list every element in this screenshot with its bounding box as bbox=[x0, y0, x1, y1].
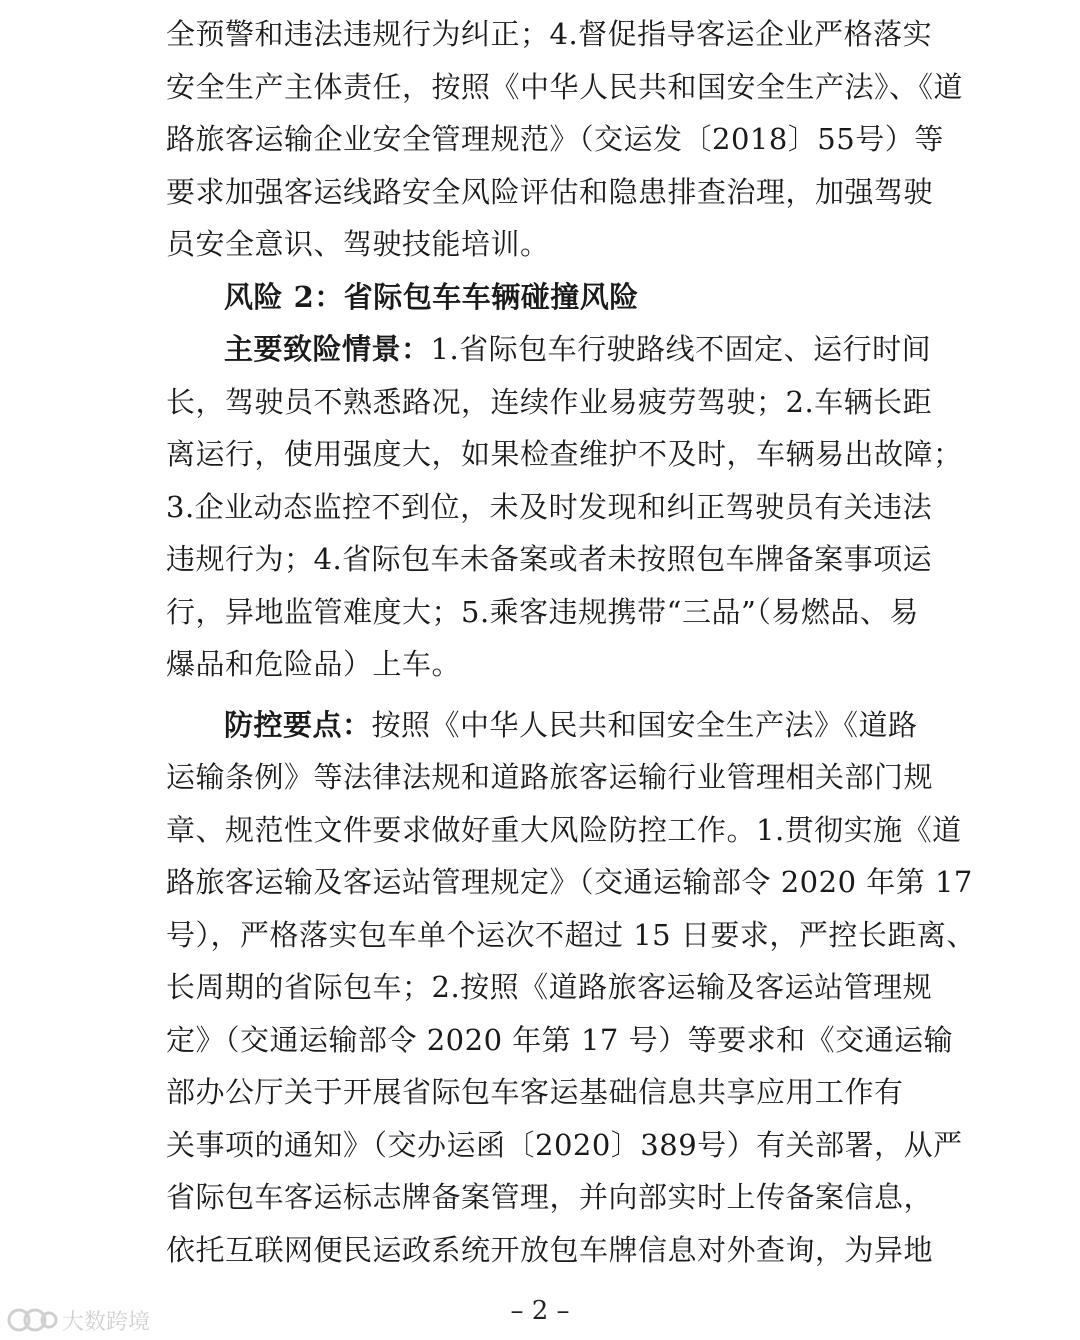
paragraph-label: 防控要点： bbox=[224, 707, 372, 742]
watermark bbox=[6, 1302, 150, 1338]
paragraph-line: 部办公厅关于开展省际包车客运基础信息共享应用工作有 bbox=[166, 1075, 904, 1109]
paragraph-first-line bbox=[166, 699, 918, 752]
paragraph-line: 3.企业动态监控不到位，未及时发现和纠正驾驶员有关违法 bbox=[166, 489, 933, 524]
paragraph-line: 路旅客运输企业安全管理规范》（交运发〔2018〕55号）等 bbox=[166, 122, 944, 156]
paragraph-line: 路旅客运输及客运站管理规定》（交通运输部令 2020 年第 17 bbox=[166, 865, 973, 899]
paragraph-line: 违规行为；4.省际包车未备案或者未按照包车牌备案事项运 bbox=[166, 542, 933, 576]
paragraph-text: 1.省际包车行驶路线不固定、运行时间 bbox=[430, 332, 932, 366]
paragraph-line: 要求加强客运线路安全风险评估和隐患排查治理，加强驾驶 bbox=[166, 174, 934, 209]
document-body bbox=[166, 8, 976, 1276]
paragraph-line: 省际包车客运标志牌备案管理，并向部实时上传备案信息， bbox=[166, 1180, 934, 1214]
page-number: – 2 – bbox=[510, 1296, 570, 1326]
paragraph-first-line bbox=[166, 323, 932, 376]
paragraph-label: 主要致险情景： bbox=[224, 332, 431, 366]
paragraph-line: 依托互联网便民运政系统开放包车牌信息对外查询，为异地 bbox=[166, 1232, 934, 1267]
paragraph-line: 长周期的省际包车；2.按照《道路旅客运输及客运站管理规 bbox=[166, 970, 933, 1004]
paragraph-line: 关事项的通知》（交办运函〔2020〕389号）有关部署，从严 bbox=[166, 1127, 963, 1162]
paragraph-line: 员安全意识、驾驶技能培训。 bbox=[166, 227, 550, 261]
paragraph-line: 运输条例》等法律法规和道路旅客运输行业管理相关部门规 bbox=[166, 760, 934, 794]
paragraph-line: 全预警和违法违规行为纠正；4.督促指导客运企业严格落实 bbox=[166, 17, 933, 51]
paragraph-line: 号），严格落实包车单个运次不超过 15 日要求，严控长距离、 bbox=[166, 917, 976, 952]
paragraph-text: 按照《中华人民共和国安全生产法》《道路 bbox=[371, 707, 918, 742]
paragraph-line: 章、规范性文件要求做好重大风险防控工作。1.贯彻实施《道 bbox=[166, 812, 962, 847]
paragraph-line: 长，驾驶员不熟悉路况，连续作业易疲劳驾驶；2.车辆长距 bbox=[166, 384, 933, 419]
paragraph-line: 行，异地监管难度大；5.乘客违规携带“三品”（易燃品、易 bbox=[166, 594, 919, 629]
paragraph-line: 离运行，使用强度大，如果检查维护不及时，车辆易出故障； bbox=[166, 437, 963, 471]
paragraph-line: 爆品和危险品）上车。 bbox=[166, 647, 462, 681]
paragraph-line: 定》（交通运输部令 2020 年第 17 号）等要求和《交通运输 bbox=[166, 1022, 954, 1057]
paragraph-line: 安全生产主体责任，按照《中华人民共和国安全生产法》、《道 bbox=[166, 69, 964, 104]
section-heading: 风险 2：省际包车车辆碰撞风险 bbox=[224, 279, 639, 314]
logo-icon bbox=[6, 1307, 58, 1333]
watermark-text: 大数跨境 bbox=[62, 1309, 151, 1335]
